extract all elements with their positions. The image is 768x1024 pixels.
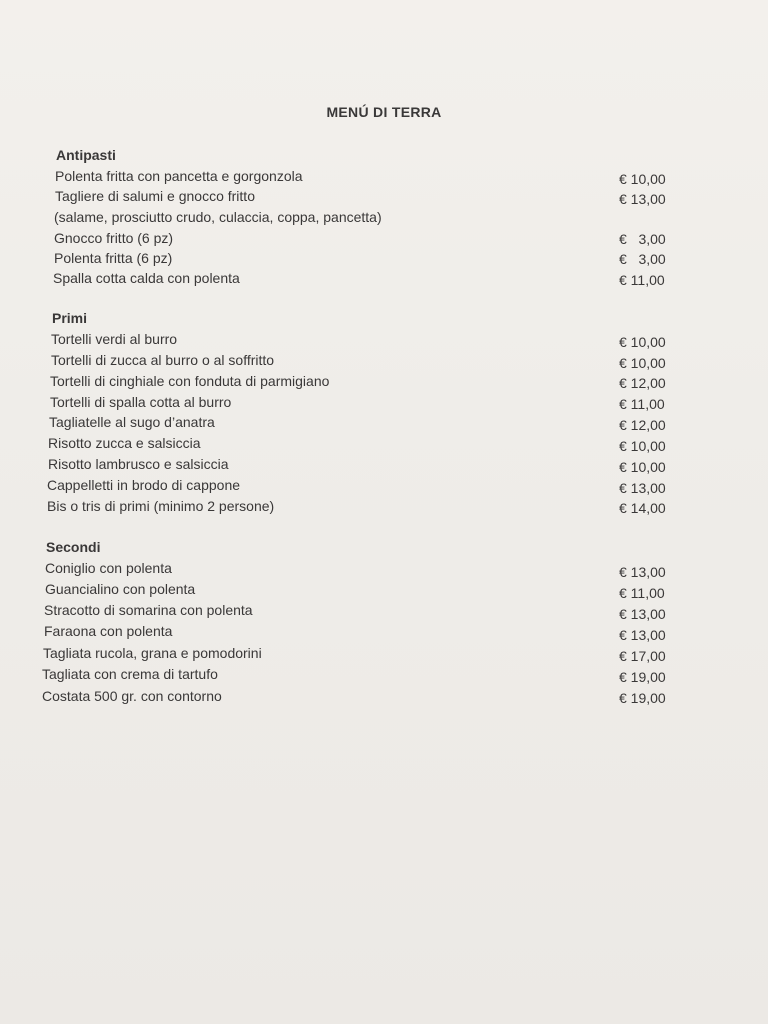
menu-item-name: Coniglio con polenta	[45, 560, 172, 576]
menu-item-note: (salame, prosciutto crudo, culaccia, coppa, pancetta)	[54, 209, 382, 225]
menu-item-price: € 11,00	[619, 585, 665, 601]
menu-item-name: Gnocco fritto (6 pz)	[54, 230, 174, 246]
menu-item-price: € 19,00	[619, 690, 666, 706]
menu-item-price: € 10,00	[619, 171, 666, 187]
menu-item-name: Tortelli verdi al burro	[51, 331, 178, 347]
menu-item-price: € 3,00	[619, 251, 666, 267]
menu-item-name: Risotto zucca e salsiccia	[48, 435, 201, 451]
menu-item-name: Tagliata con crema di tartufo	[42, 666, 218, 682]
menu-item-price: € 10,00	[619, 459, 666, 475]
menu-item-price: € 13,00	[619, 627, 666, 643]
menu-item-name: Tagliere di salumi e gnocco fritto	[55, 188, 255, 204]
menu-item-name: Cappelletti in brodo di cappone	[47, 477, 241, 493]
menu-item-price: € 17,00	[619, 648, 666, 664]
menu-item-price: € 3,00	[619, 231, 666, 247]
menu-item-name: Tortelli di spalla cotta al burro	[50, 394, 232, 410]
menu-item-name: Bis o tris di primi (minimo 2 persone)	[47, 498, 275, 514]
menu-item-name: Polenta fritta (6 pz)	[54, 250, 173, 266]
menu-item-price: € 12,00	[619, 417, 666, 433]
menu-item-price: € 13,00	[619, 606, 666, 622]
menu-item-price: € 19,00	[619, 669, 666, 685]
menu-item-name: Guancialino con polenta	[45, 581, 196, 597]
menu-item-name: Tortelli di zucca al burro o al soffritto	[51, 352, 275, 368]
menu-item-price: € 12,00	[619, 375, 666, 391]
menu-item-price: € 13,00	[619, 564, 666, 580]
menu-item-price: € 13,00	[619, 191, 666, 207]
menu-item-price: € 10,00	[619, 438, 666, 454]
menu-item-name: Risotto lambrusco e salsiccia	[48, 456, 229, 472]
menu-item-name: Polenta fritta con pancetta e gorgonzola	[55, 168, 303, 184]
menu-item-name: Costata 500 gr. con contorno	[42, 688, 222, 704]
menu-item-price: € 11,00	[619, 396, 665, 412]
menu-item-price: € 10,00	[619, 355, 666, 371]
menu-item-price: € 10,00	[619, 334, 666, 350]
menu-item-price: € 11,00	[619, 272, 665, 288]
menu-item-price: € 13,00	[619, 480, 666, 496]
section-heading-primi: Primi	[52, 310, 88, 326]
menu-item-name: Tagliatelle al sugo d’anatra	[49, 414, 215, 430]
menu-item-name: Tagliata rucola, grana e pomodorini	[43, 645, 262, 661]
page-title: MENÚ DI TERRA	[326, 104, 442, 120]
menu-item-name: Spalla cotta calda con polenta	[53, 270, 240, 286]
menu-item-name: Faraona con polenta	[44, 623, 173, 639]
menu-item-name: Tortelli di cinghiale con fonduta di parmigiano	[50, 373, 330, 389]
section-heading-antipasti: Antipasti	[56, 147, 116, 163]
menu-item-price: € 14,00	[619, 500, 666, 516]
section-heading-secondi: Secondi	[46, 539, 101, 555]
menu-item-name: Stracotto di somarina con polenta	[44, 602, 253, 618]
